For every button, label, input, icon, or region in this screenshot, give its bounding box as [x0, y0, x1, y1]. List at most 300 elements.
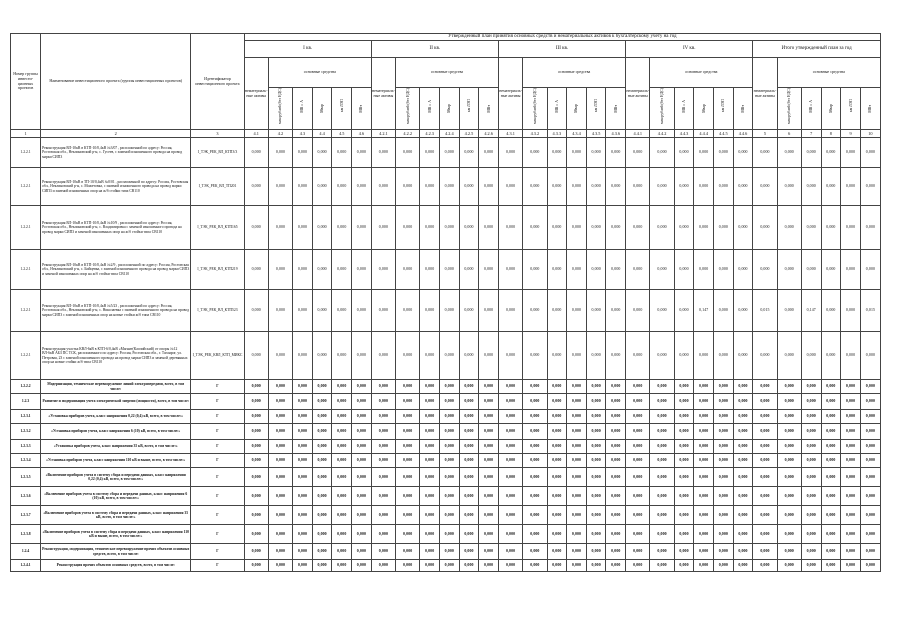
- row-value: 0,000: [650, 332, 674, 380]
- row-value: 0,000: [312, 206, 332, 250]
- row-value: 0,000: [312, 544, 332, 560]
- header-sub-column: [586, 88, 606, 130]
- header-intangible: нематериаль-ные активы: [371, 58, 395, 130]
- row-value: 0,000: [733, 206, 753, 250]
- row-value: 0,000: [860, 560, 880, 572]
- row-project-name: «Включение приборов учета в систему сбора и передачи данных, класс напряжения 0,22 (0,4) кВ, всего, в том числе:»: [41, 468, 191, 487]
- row-value: 0,000: [626, 206, 650, 250]
- row-value: 0,000: [841, 206, 861, 250]
- row-value: 0,000: [821, 468, 841, 487]
- header-sub-column: [332, 88, 352, 130]
- row-value: 0,000: [396, 290, 420, 332]
- row-value: 0,000: [674, 290, 694, 332]
- row-value: 0,000: [547, 394, 567, 410]
- row-value: 0,000: [606, 544, 626, 560]
- row-value: 0,000: [268, 440, 292, 454]
- row-value: 0,000: [244, 560, 268, 572]
- row-value: 0,000: [753, 525, 777, 544]
- row-value: 0,000: [860, 380, 880, 394]
- row-value: 0,000: [606, 468, 626, 487]
- row-value: 0,000: [626, 468, 650, 487]
- row-value: 0,000: [498, 290, 522, 332]
- row-value: 0,000: [523, 487, 547, 506]
- row-value: 0,000: [523, 560, 547, 572]
- row-value: 0,000: [396, 487, 420, 506]
- row-value: 0,000: [860, 440, 880, 454]
- row-value: 0,000: [674, 380, 694, 394]
- row-value: 0,000: [371, 468, 395, 487]
- row-value: 0,000: [567, 380, 587, 394]
- column-number: 4.3.3: [547, 130, 567, 138]
- column-number: 4.3.2: [523, 130, 547, 138]
- row-value: 0,000: [753, 410, 777, 424]
- row-value: 0,000: [586, 250, 606, 290]
- row-value: 0,000: [396, 424, 420, 440]
- row-value: 0,000: [332, 440, 352, 454]
- row-project-name: Развитие и модернизация учета электрической энергии (мощности), всего, в том числе:: [41, 394, 191, 410]
- row-value: 0,000: [420, 410, 440, 424]
- row-value: 0,000: [674, 454, 694, 468]
- row-value: 0,000: [439, 440, 459, 454]
- row-value: 0,147: [801, 290, 821, 332]
- row-value: 0,000: [459, 544, 479, 560]
- row-value: 0,000: [352, 468, 372, 487]
- row-value: 0,000: [498, 168, 522, 206]
- column-number: 4.2.5: [459, 130, 479, 138]
- column-number: 4.3.1: [498, 130, 522, 138]
- row-value: 0,000: [860, 506, 880, 525]
- row-value: 0,000: [777, 424, 801, 440]
- row-value: 0,000: [332, 168, 352, 206]
- header-sub-column-label: МВт: [740, 104, 745, 113]
- row-value: 0,000: [694, 506, 714, 525]
- row-value: 0,000: [821, 410, 841, 424]
- plan-table-sheet: [10, 33, 881, 572]
- header-sub-column-label: млн рублей (без НДС): [532, 88, 537, 124]
- row-value: 0,000: [821, 544, 841, 560]
- row-value: 0,000: [312, 394, 332, 410]
- row-value: 0,000: [459, 424, 479, 440]
- row-value: 0,000: [293, 506, 313, 525]
- row-value: 0,000: [694, 394, 714, 410]
- row-value: 0,000: [821, 560, 841, 572]
- header-plan-title: Утвержденный план принятия основных средств и нематериальных активов к бухгалтерскому учету на год: [244, 34, 880, 41]
- row-value: 0,000: [606, 380, 626, 394]
- row-value: 0,000: [753, 560, 777, 572]
- row-value: 0,000: [332, 394, 352, 410]
- row-value: 0,000: [714, 544, 734, 560]
- row-value: 0,000: [586, 168, 606, 206]
- row-value: 0,000: [801, 138, 821, 168]
- row-value: 0,000: [523, 290, 547, 332]
- row-value: 0,000: [841, 380, 861, 394]
- row-value: 0,000: [547, 487, 567, 506]
- row-project-id: Г: [191, 468, 244, 487]
- row-value: 0,000: [420, 138, 440, 168]
- row-value: 0,000: [733, 544, 753, 560]
- row-value: 0,000: [244, 168, 268, 206]
- row-value: 0,000: [606, 410, 626, 424]
- row-value: 0,000: [801, 424, 821, 440]
- row-value: 0,000: [332, 410, 352, 424]
- row-value: 0,000: [523, 206, 547, 250]
- table-row: [11, 506, 881, 525]
- row-value: 0,000: [371, 250, 395, 290]
- row-value: 0,000: [459, 250, 479, 290]
- row-value: 0,000: [371, 206, 395, 250]
- row-value: 0,000: [396, 468, 420, 487]
- row-value: 0,000: [567, 206, 587, 250]
- row-value: 0,000: [479, 487, 499, 506]
- row-value: 0,000: [268, 454, 292, 468]
- row-value: 0,000: [650, 250, 674, 290]
- header-sub-column: [352, 88, 372, 130]
- row-value: 0,000: [547, 544, 567, 560]
- row-project-id: Г: [191, 454, 244, 468]
- row-value: 0,000: [312, 250, 332, 290]
- row-value: 0,000: [714, 410, 734, 424]
- row-value: 0,000: [420, 394, 440, 410]
- row-project-id: Г: [191, 560, 244, 572]
- row-value: 0,000: [606, 290, 626, 332]
- row-value: 0,000: [396, 206, 420, 250]
- row-value: 0,000: [459, 394, 479, 410]
- row-value: 0,000: [268, 290, 292, 332]
- row-value: 0,000: [352, 410, 372, 424]
- row-value: 0,000: [586, 332, 606, 380]
- row-value: 0,000: [479, 290, 499, 332]
- row-value: 0,000: [753, 424, 777, 440]
- row-value: 0,000: [479, 424, 499, 440]
- row-value: 0,000: [293, 394, 313, 410]
- row-value: 0,000: [714, 380, 734, 394]
- header-sub-column: [567, 88, 587, 130]
- table-row: [11, 168, 881, 206]
- row-value: 0,000: [352, 506, 372, 525]
- row-value: 0,000: [523, 506, 547, 525]
- row-value: 0,000: [420, 250, 440, 290]
- row-value: 0,000: [396, 454, 420, 468]
- row-value: 0,000: [801, 440, 821, 454]
- row-value: 0,000: [753, 332, 777, 380]
- row-value: 0,000: [753, 394, 777, 410]
- header-sub-column-label: Мвар: [574, 103, 579, 113]
- row-value: 0,000: [459, 168, 479, 206]
- row-project-name: Реконструкция ВЛ-10кВ в КТП-10/0,4кВ №3/07 , распложенной по адресу: Россия, Ростовская обл., Неклиновский р-н, с. Гусеев, с заменой изношенного провода на провод марки СИП3: [41, 138, 191, 168]
- row-value: 0,000: [674, 410, 694, 424]
- row-value: 0,000: [860, 332, 880, 380]
- row-value: 0,000: [547, 206, 567, 250]
- header-sub-column-label: МВт: [868, 104, 873, 113]
- row-value: 0,000: [293, 380, 313, 394]
- row-value: 0,000: [439, 250, 459, 290]
- row-value: 0,000: [801, 487, 821, 506]
- row-value: 0,000: [860, 525, 880, 544]
- row-value: 0,000: [371, 380, 395, 394]
- column-number: 10: [860, 130, 880, 138]
- row-value: 0,000: [821, 290, 841, 332]
- row-project-name: Реконструкция ВЛ-10кВ в КТП-10/0,4кВ №10/9 , распложенной по адресу: Россия, Ростовская обл., Неклиновский р-н, с. Владимировка с заменой изношенного провода на провод марки СИП3 и заменой изношенных опор на ж/б стойки типа СВ110: [41, 206, 191, 250]
- row-number: 1.2.3.4: [11, 454, 41, 468]
- row-number: 1.2.2.1: [11, 250, 41, 290]
- header-sub-column: [777, 88, 801, 130]
- row-value: 0,000: [714, 138, 734, 168]
- table-row: [11, 250, 881, 290]
- header-sub-column-label: МВт: [486, 104, 491, 113]
- row-value: 0,000: [567, 290, 587, 332]
- row-value: 0,000: [268, 138, 292, 168]
- row-value: 0,000: [352, 454, 372, 468]
- header-sub-column-label: МВ×А: [300, 99, 305, 113]
- row-value: 0,000: [606, 424, 626, 440]
- row-value: 0,000: [396, 394, 420, 410]
- row-value: 0,000: [523, 380, 547, 394]
- row-value: 0,000: [498, 138, 522, 168]
- row-value: 0,000: [420, 440, 440, 454]
- header-sub-column: [733, 88, 753, 130]
- row-value: 0,000: [547, 525, 567, 544]
- row-value: 0,000: [498, 250, 522, 290]
- header-sub-column: [674, 88, 694, 130]
- row-value: 0,000: [567, 560, 587, 572]
- column-number: 4.2.4: [439, 130, 459, 138]
- column-number: 3: [191, 130, 244, 138]
- row-number: 1.2.3: [11, 394, 41, 410]
- row-value: 0,000: [439, 468, 459, 487]
- row-value: 0,000: [753, 506, 777, 525]
- row-value: 0,000: [626, 380, 650, 394]
- column-number: 4.2.6: [479, 130, 499, 138]
- row-value: 0,000: [586, 410, 606, 424]
- row-value: 0,000: [606, 506, 626, 525]
- row-value: 0,000: [268, 424, 292, 440]
- row-value: 0,000: [694, 332, 714, 380]
- row-value: 0,000: [694, 168, 714, 206]
- row-value: 0,000: [332, 206, 352, 250]
- row-value: 0,000: [332, 424, 352, 440]
- header-quarter: II кв.: [371, 41, 498, 58]
- row-value: 0,000: [312, 424, 332, 440]
- row-value: 0,000: [777, 454, 801, 468]
- row-value: 0,000: [674, 394, 694, 410]
- row-value: 0,000: [312, 290, 332, 332]
- header-sub-column: [479, 88, 499, 130]
- row-value: 0,000: [860, 410, 880, 424]
- row-project-name: «Включение приборов учета в систему сбора и передачи данных, класс напряжения 35 кВ, всего, в том числе:»: [41, 506, 191, 525]
- row-value: 0,000: [293, 487, 313, 506]
- row-value: 0,000: [244, 544, 268, 560]
- row-value: 0,000: [674, 440, 694, 454]
- row-value: 0,000: [420, 487, 440, 506]
- row-value: 0,000: [841, 560, 861, 572]
- row-value: 0,000: [626, 544, 650, 560]
- row-value: 0,000: [860, 468, 880, 487]
- row-value: 0,000: [371, 525, 395, 544]
- row-value: 0,000: [753, 138, 777, 168]
- row-value: 0,000: [714, 250, 734, 290]
- row-value: 0,000: [293, 206, 313, 250]
- row-value: 0,000: [547, 560, 567, 572]
- row-value: 0,000: [293, 138, 313, 168]
- row-value: 0,000: [821, 380, 841, 394]
- row-value: 0,000: [694, 468, 714, 487]
- row-value: 0,000: [841, 410, 861, 424]
- row-value: 0,000: [244, 454, 268, 468]
- row-value: 0,000: [523, 454, 547, 468]
- header-quarter: I кв.: [244, 41, 371, 58]
- row-project-name: «Включение приборов учета в систему сбора и передачи данных, класс напряжения 6 (10) кВ, всего, в том числе:»: [41, 487, 191, 506]
- row-value: 0,000: [244, 487, 268, 506]
- row-value: 0,000: [244, 250, 268, 290]
- header-intangible: нематериаль-ные активы: [626, 58, 650, 130]
- header-project-id: Идентификатор инвестиционного проекта: [191, 34, 244, 130]
- row-value: 0,000: [626, 290, 650, 332]
- column-number: 4.2.1: [371, 130, 395, 138]
- row-value: 0,000: [714, 424, 734, 440]
- row-value: 0,000: [268, 206, 292, 250]
- row-value: 0,000: [694, 380, 714, 394]
- header-sub-column: [606, 88, 626, 130]
- row-value: 0,000: [479, 168, 499, 206]
- column-number: 4.5: [332, 130, 352, 138]
- row-value: 0,000: [396, 506, 420, 525]
- row-value: 0,000: [332, 332, 352, 380]
- row-value: 0,000: [674, 168, 694, 206]
- row-value: 0,000: [841, 525, 861, 544]
- row-value: 0,000: [498, 332, 522, 380]
- row-value: 0,000: [860, 487, 880, 506]
- row-value: 0,000: [841, 394, 861, 410]
- row-value: 0,000: [547, 290, 567, 332]
- row-value: 0,000: [674, 544, 694, 560]
- row-value: 0,000: [268, 168, 292, 206]
- row-value: 0,000: [733, 394, 753, 410]
- row-value: 0,000: [268, 544, 292, 560]
- row-value: 0,000: [371, 410, 395, 424]
- row-value: 0,000: [733, 440, 753, 454]
- header-group-number: Номер группы инвести-ционных проектов: [11, 34, 41, 130]
- row-value: 0,000: [459, 440, 479, 454]
- row-value: 0,015: [860, 290, 880, 332]
- row-value: 0,000: [352, 394, 372, 410]
- row-value: 0,000: [439, 332, 459, 380]
- row-value: 0,000: [606, 487, 626, 506]
- column-number: 7: [801, 130, 821, 138]
- header-sub-column-label: МВ×А: [554, 99, 559, 113]
- column-number: 5: [753, 130, 777, 138]
- row-value: 0,000: [733, 560, 753, 572]
- row-value: 0,000: [733, 332, 753, 380]
- row-value: 0,000: [352, 424, 372, 440]
- row-value: 0,000: [567, 487, 587, 506]
- row-value: 0,000: [567, 525, 587, 544]
- row-value: 0,000: [332, 250, 352, 290]
- table-row: [11, 468, 881, 487]
- row-value: 0,000: [523, 544, 547, 560]
- row-value: 0,000: [293, 560, 313, 572]
- row-number: 1.2.2.2: [11, 380, 41, 394]
- row-value: 0,000: [268, 525, 292, 544]
- row-value: 0,000: [293, 168, 313, 206]
- row-value: 0,000: [777, 168, 801, 206]
- row-value: 0,147: [694, 290, 714, 332]
- row-number: 1.2.3.1: [11, 410, 41, 424]
- row-value: 0,000: [650, 544, 674, 560]
- row-value: 0,000: [498, 506, 522, 525]
- row-value: 0,000: [479, 468, 499, 487]
- row-value: 0,000: [626, 487, 650, 506]
- row-value: 0,000: [753, 468, 777, 487]
- row-value: 0,000: [371, 138, 395, 168]
- row-value: 0,000: [586, 290, 606, 332]
- header-sub-column-label: МВ×А: [809, 99, 814, 113]
- row-value: 0,000: [332, 487, 352, 506]
- row-value: 0,000: [547, 506, 567, 525]
- header-sub-column: [459, 88, 479, 130]
- row-value: 0,000: [244, 410, 268, 424]
- row-value: 0,000: [821, 138, 841, 168]
- row-value: 0,000: [841, 424, 861, 440]
- row-value: 0,000: [268, 506, 292, 525]
- row-value: 0,000: [714, 332, 734, 380]
- row-value: 0,000: [420, 290, 440, 332]
- row-value: 0,000: [312, 410, 332, 424]
- row-value: 0,000: [753, 206, 777, 250]
- row-value: 0,000: [777, 440, 801, 454]
- row-value: 0,000: [841, 332, 861, 380]
- row-value: 0,000: [821, 487, 841, 506]
- row-value: 0,000: [312, 525, 332, 544]
- row-value: 0,000: [420, 380, 440, 394]
- row-value: 0,000: [312, 506, 332, 525]
- row-value: 0,000: [606, 454, 626, 468]
- row-value: 0,000: [777, 487, 801, 506]
- row-value: 0,000: [567, 410, 587, 424]
- row-value: 0,000: [439, 454, 459, 468]
- row-value: 0,000: [268, 487, 292, 506]
- row-value: 0,000: [371, 290, 395, 332]
- row-value: 0,000: [312, 332, 332, 380]
- row-value: 0,000: [626, 394, 650, 410]
- row-value: 0,000: [841, 468, 861, 487]
- row-value: 0,000: [586, 560, 606, 572]
- row-number: 1.2.4: [11, 544, 41, 560]
- row-value: 0,000: [841, 290, 861, 332]
- row-value: 0,000: [606, 560, 626, 572]
- header-sub-column-label: Мвар: [447, 103, 452, 113]
- row-value: 0,000: [523, 332, 547, 380]
- column-number: 1: [11, 130, 41, 138]
- row-value: 0,000: [332, 544, 352, 560]
- header-quarter: IV кв.: [626, 41, 753, 58]
- column-number: 9: [841, 130, 861, 138]
- row-value: 0,000: [801, 454, 821, 468]
- row-value: 0,000: [714, 440, 734, 454]
- row-value: 0,000: [523, 168, 547, 206]
- row-value: 0,000: [244, 525, 268, 544]
- row-value: 0,000: [244, 290, 268, 332]
- header-fixed-assets: основные средства: [268, 58, 371, 88]
- row-value: 0,000: [801, 380, 821, 394]
- row-value: 0,000: [714, 560, 734, 572]
- row-value: 0,000: [312, 168, 332, 206]
- row-value: 0,000: [733, 487, 753, 506]
- row-value: 0,000: [396, 138, 420, 168]
- row-value: 0,000: [714, 506, 734, 525]
- row-value: 0,000: [650, 525, 674, 544]
- row-value: 0,000: [268, 560, 292, 572]
- row-value: 0,000: [801, 544, 821, 560]
